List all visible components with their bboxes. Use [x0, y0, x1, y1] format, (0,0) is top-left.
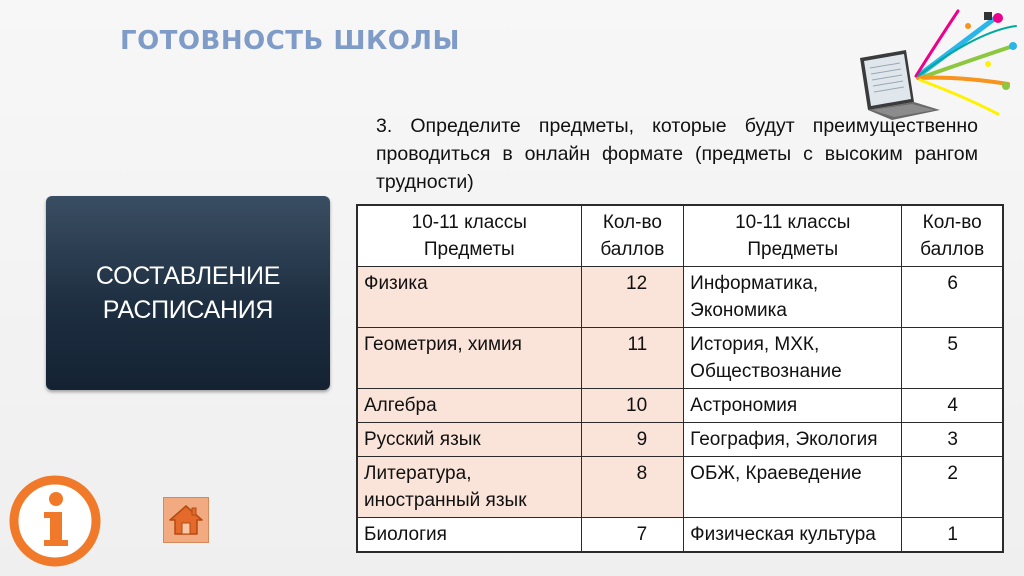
points-cell: 11: [581, 328, 684, 389]
section-box-line1: СОСТАВЛЕНИЕ: [95, 262, 281, 290]
header-points-1: [581, 205, 684, 267]
subject-cell: Русский язык: [357, 423, 581, 457]
header-line: баллов: [600, 239, 665, 260]
table-row: [357, 389, 1003, 423]
points-cell: 2: [902, 457, 1003, 518]
points-cell: 1: [902, 518, 1003, 553]
header-line: Кол-во: [922, 212, 982, 233]
table-row: [357, 518, 1003, 553]
subject-cell: Физическая культура: [684, 518, 902, 553]
points-cell: 7: [581, 518, 684, 553]
question-text: 3. Определите предметы, которые будут преимущественно проводиться в онлайн формате (предметы с высоким рангом трудности): [376, 115, 978, 193]
table-header-row: [357, 205, 1003, 267]
subject-cell: Алгебра: [357, 389, 581, 423]
page-title: ГОТОВНОСТЬ ШКОЛЫ: [120, 26, 460, 56]
points-cell: 4: [902, 389, 1003, 423]
points-cell: 5: [902, 328, 1003, 389]
section-box-line2: РАСПИСАНИЯ: [102, 296, 274, 324]
header-line: Кол-во: [602, 212, 662, 233]
points-cell: 3: [902, 423, 1003, 457]
subject-cell: Физика: [357, 267, 581, 328]
header-subjects-1: [357, 205, 581, 267]
header-points-2: [902, 205, 1003, 267]
subject-cell: Литература, иностранный язык: [357, 457, 581, 518]
info-icon[interactable]: [8, 474, 102, 568]
points-cell: 8: [581, 457, 684, 518]
table-row: [357, 328, 1003, 389]
section-box[interactable]: [46, 196, 330, 390]
header-line: баллов: [920, 239, 985, 260]
table-row: [357, 267, 1003, 328]
points-cell: 12: [581, 267, 684, 328]
header-line: Предметы: [423, 239, 515, 260]
points-cell: 6: [902, 267, 1003, 328]
subject-cell: Геометрия, химия: [357, 328, 581, 389]
table-row: [357, 457, 1003, 518]
subjects-table: [356, 204, 1004, 553]
subject-cell: ОБЖ, Краеведение: [684, 457, 902, 518]
subject-cell: Астрономия: [684, 389, 902, 423]
subject-cell: Информатика, Экономика: [684, 267, 902, 328]
header-line: Предметы: [747, 239, 839, 260]
header-line: 10-11 классы: [735, 212, 851, 233]
points-cell: 10: [581, 389, 684, 423]
subject-cell: История, МХК, Обществознание: [684, 328, 902, 389]
header-line: 10-11 классы: [411, 212, 527, 233]
home-icon: [168, 503, 204, 537]
home-button[interactable]: [163, 497, 209, 543]
table-row: [357, 423, 1003, 457]
header-subjects-2: [684, 205, 902, 267]
subject-cell: Биология: [357, 518, 581, 553]
points-cell: 9: [581, 423, 684, 457]
subject-cell: География, Экология: [684, 423, 902, 457]
laptop-logo-icon: [848, 6, 1018, 124]
section-box-label: [96, 259, 280, 327]
